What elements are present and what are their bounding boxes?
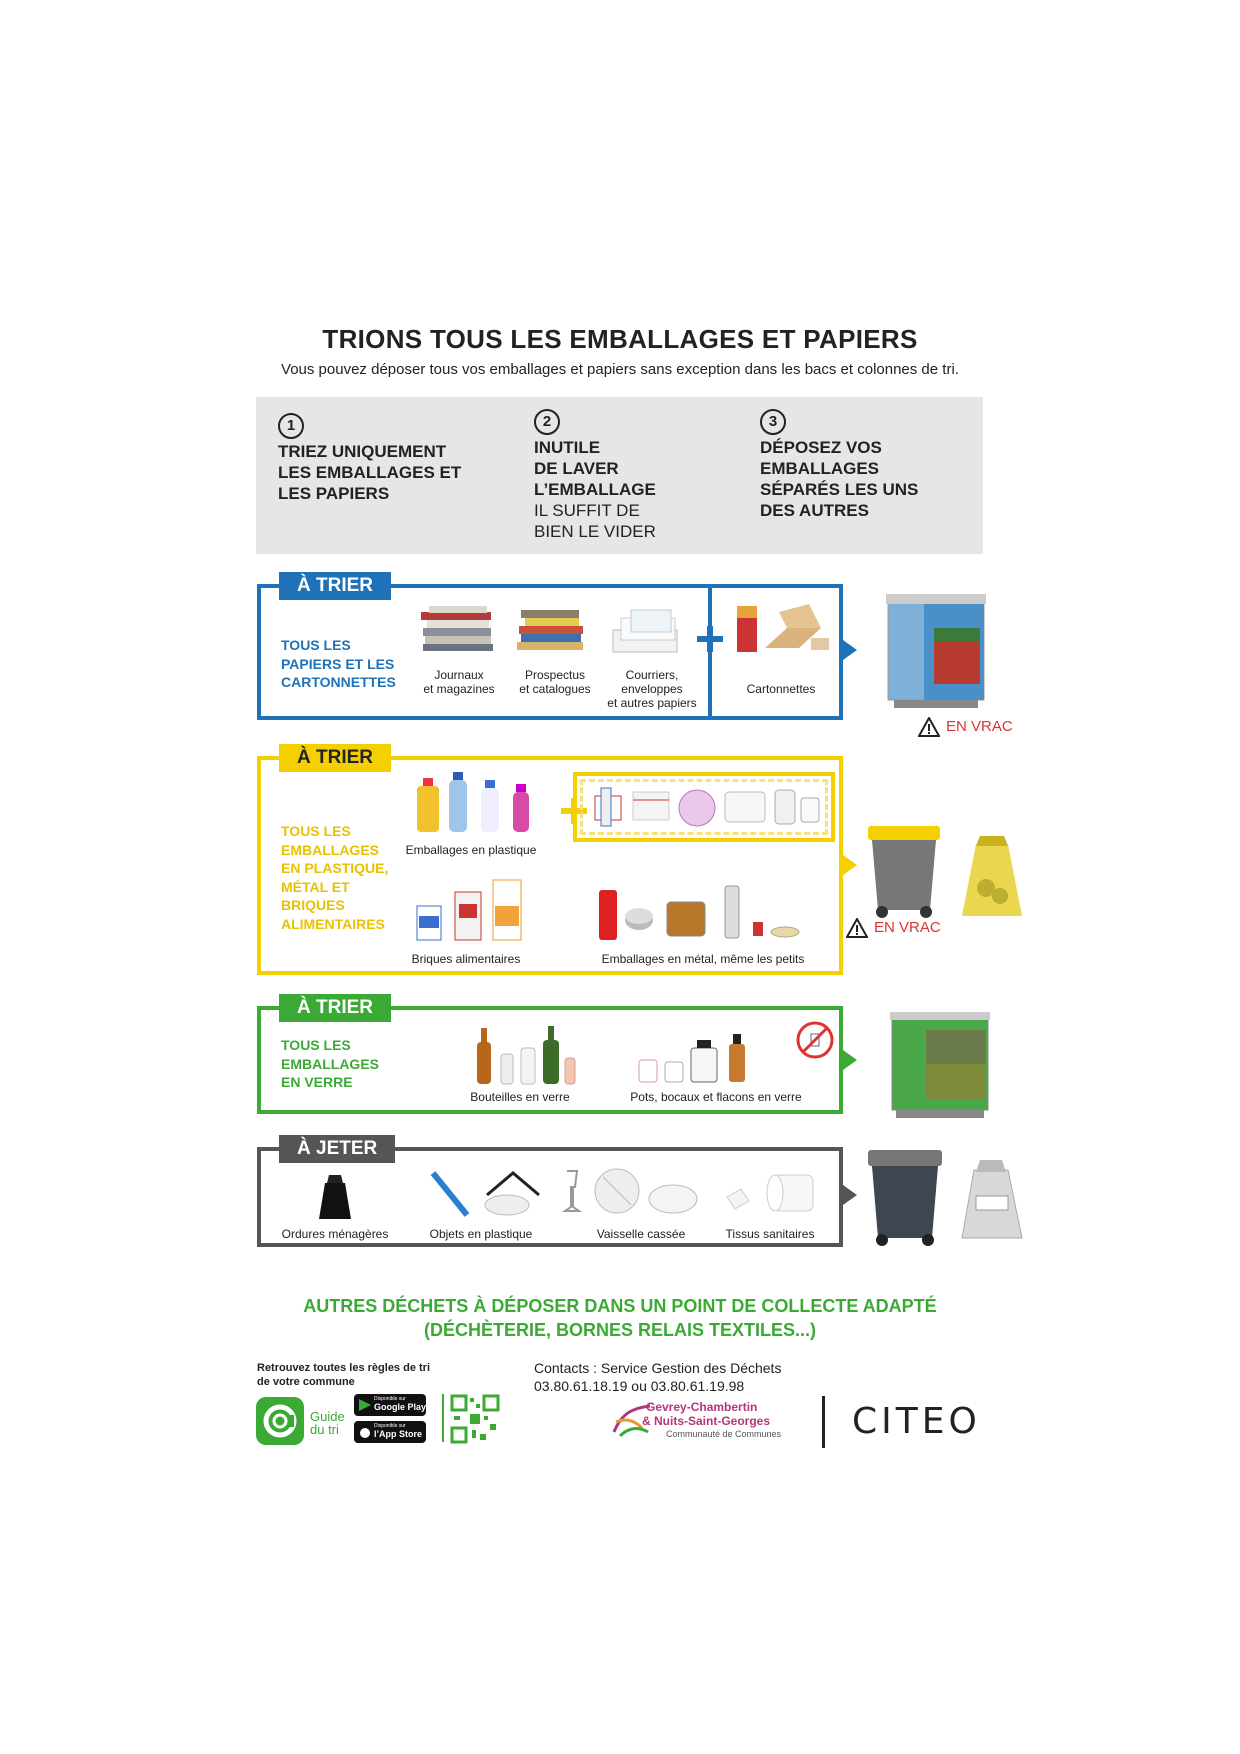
trash-bag-icon	[315, 1173, 355, 1221]
page-title: TRIONS TOUS LES EMBALLAGES ET PAPIERS	[322, 324, 918, 354]
guide-tri-label: Guide du tri	[310, 1409, 345, 1437]
section-trash	[257, 1138, 843, 1247]
item-caption: Tissus sanitaires	[725, 1227, 815, 1241]
step-line: SÉPARÉS LES UNS	[760, 480, 919, 499]
warning-en-vrac-papers: EN VRAC	[918, 717, 1013, 737]
paper-column-container	[880, 588, 992, 718]
apple-small-label: Disponible sur	[374, 1423, 406, 1429]
guide-tri-logo-icon	[256, 1397, 304, 1445]
other-waste-notice: AUTRES DÉCHETS À DÉPOSER DANS UN POINT DE COLLECTE ADAPTÉ (DÉCHÈTERIE, BORNES RELAIS TEXTILES...)	[303, 1296, 937, 1340]
community-name-2: & Nuits-Saint-Georges	[642, 1414, 771, 1428]
gray-bin	[862, 1146, 948, 1250]
no-bulb-icon	[795, 1020, 835, 1060]
metal-packaging-icon	[595, 880, 825, 944]
app-store-button[interactable]	[354, 1421, 426, 1443]
page-subtitle: Vous pouvez déposer tous vos emballages et papiers sans exception dans les bacs et colonnes de tri.	[281, 361, 959, 378]
item-caption: Briques alimentaires	[411, 952, 521, 966]
item-caption: Ordures ménagères	[281, 1227, 389, 1241]
item-caption: Objets en plastique	[429, 1227, 533, 1241]
section-title: TOUS LES EMBALLAGES EN VERRE	[281, 1037, 379, 1090]
item-caption: Emballages en plastique	[405, 843, 537, 857]
section-title: TOUS LES EMBALLAGES EN PLASTIQUE, MÉTAL ET BRIQUES ALIMENTAIRES	[281, 823, 389, 932]
step-line: L’EMBALLAGE	[534, 480, 656, 499]
step-line: LES PAPIERS	[278, 484, 390, 503]
step-line: DE LAVER	[534, 459, 619, 478]
rules-info: Retrouvez toutes les règles de tri de votre commune	[257, 1362, 430, 1388]
item-caption: Bouteilles en verre	[470, 1090, 570, 1104]
section-glass	[257, 997, 843, 1114]
step-1	[278, 413, 461, 504]
yellow-bag	[956, 832, 1028, 922]
gray-bag	[956, 1156, 1028, 1242]
item-caption: Courriers, enveloppes et autres papiers	[607, 668, 697, 710]
google-play-label: Google Play	[374, 1402, 427, 1412]
step-line: LES EMBALLAGES ET	[278, 463, 462, 482]
arrow-packaging	[843, 855, 857, 875]
footer-divider	[442, 1394, 444, 1442]
step-line: BIEN LE VIDER	[534, 522, 656, 541]
arrow-glass	[843, 1050, 857, 1070]
section-tag: À JETER	[279, 1135, 395, 1163]
newspapers-icon	[419, 602, 495, 658]
item-caption: Pots, bocaux et flacons en verre	[630, 1090, 802, 1104]
app-store-label: l’App Store	[374, 1429, 423, 1439]
steps-panel	[256, 397, 983, 554]
community-logo	[612, 1400, 808, 1446]
step-number: 2	[534, 409, 560, 435]
google-play-button[interactable]	[354, 1394, 426, 1416]
step-line: EMBALLAGES	[760, 459, 879, 478]
arrow-papers	[843, 640, 857, 660]
section-divider	[708, 584, 712, 720]
item-caption: Prospectus et catalogues	[519, 668, 591, 696]
item-caption: Emballages en métal, même les petits	[601, 952, 805, 966]
step-line: IL SUFFIT DE	[534, 501, 640, 520]
cartonnettes-icon	[729, 598, 835, 660]
glass-column-container	[886, 1010, 996, 1122]
broken-dishes-icon	[561, 1165, 701, 1221]
google-play-icon	[359, 1399, 371, 1411]
arrow-trash	[843, 1185, 857, 1205]
step-line: DÉPOSEZ VOS	[760, 438, 882, 457]
step-2	[534, 409, 656, 542]
item-caption: Journaux et magazines	[423, 668, 495, 696]
step-line: DES AUTRES	[760, 501, 869, 520]
sanitary-tissues-icon	[721, 1167, 821, 1219]
item-caption: Vaisselle cassée	[596, 1227, 686, 1241]
warning-icon	[846, 918, 868, 938]
community-name-1: Gevrey-Chambertin	[646, 1400, 758, 1414]
citeo-logo: CITEO	[852, 1401, 981, 1442]
section-tag: À TRIER	[279, 994, 391, 1022]
community-subtitle: Communauté de Communes	[666, 1429, 782, 1439]
warning-icon	[918, 717, 940, 737]
item-caption: Cartonnettes	[746, 682, 816, 696]
contacts: Contacts : Service Gestion des Déchets 03.80.61.18.19 ou 03.80.61.19.98	[534, 1360, 782, 1394]
food-cartons-icon	[411, 876, 531, 944]
section-title: TOUS LES PAPIERS ET LES CARTONNETTES	[281, 637, 396, 690]
logo-separator	[822, 1396, 825, 1448]
section-tag: À TRIER	[279, 744, 391, 772]
small-plastic-items-icon	[591, 786, 825, 830]
section-papers	[257, 575, 843, 720]
plus-icon	[697, 626, 723, 652]
step-line: TRIEZ UNIQUEMENT	[278, 442, 447, 461]
section-packaging	[257, 747, 843, 975]
plastic-objects-icon	[427, 1165, 543, 1221]
warning-en-vrac-packaging: EN VRAC	[846, 918, 941, 938]
qr-code-icon[interactable]	[450, 1394, 500, 1444]
letters-icon	[609, 606, 683, 658]
step-line: INUTILE	[534, 438, 601, 457]
apple-icon	[359, 1426, 371, 1438]
glass-bottles-icon	[471, 1024, 581, 1086]
step-3	[760, 409, 918, 521]
step-number: 3	[760, 409, 786, 435]
step-number: 1	[278, 413, 304, 439]
catalogues-icon	[515, 606, 585, 658]
plastic-bottles-icon	[411, 768, 551, 836]
section-tag: À TRIER	[279, 572, 391, 600]
yellow-bin	[862, 822, 946, 920]
google-small-label: Disponible sur	[374, 1396, 406, 1402]
small-packaging-frame	[573, 772, 835, 842]
glass-jars-icon	[635, 1032, 765, 1086]
